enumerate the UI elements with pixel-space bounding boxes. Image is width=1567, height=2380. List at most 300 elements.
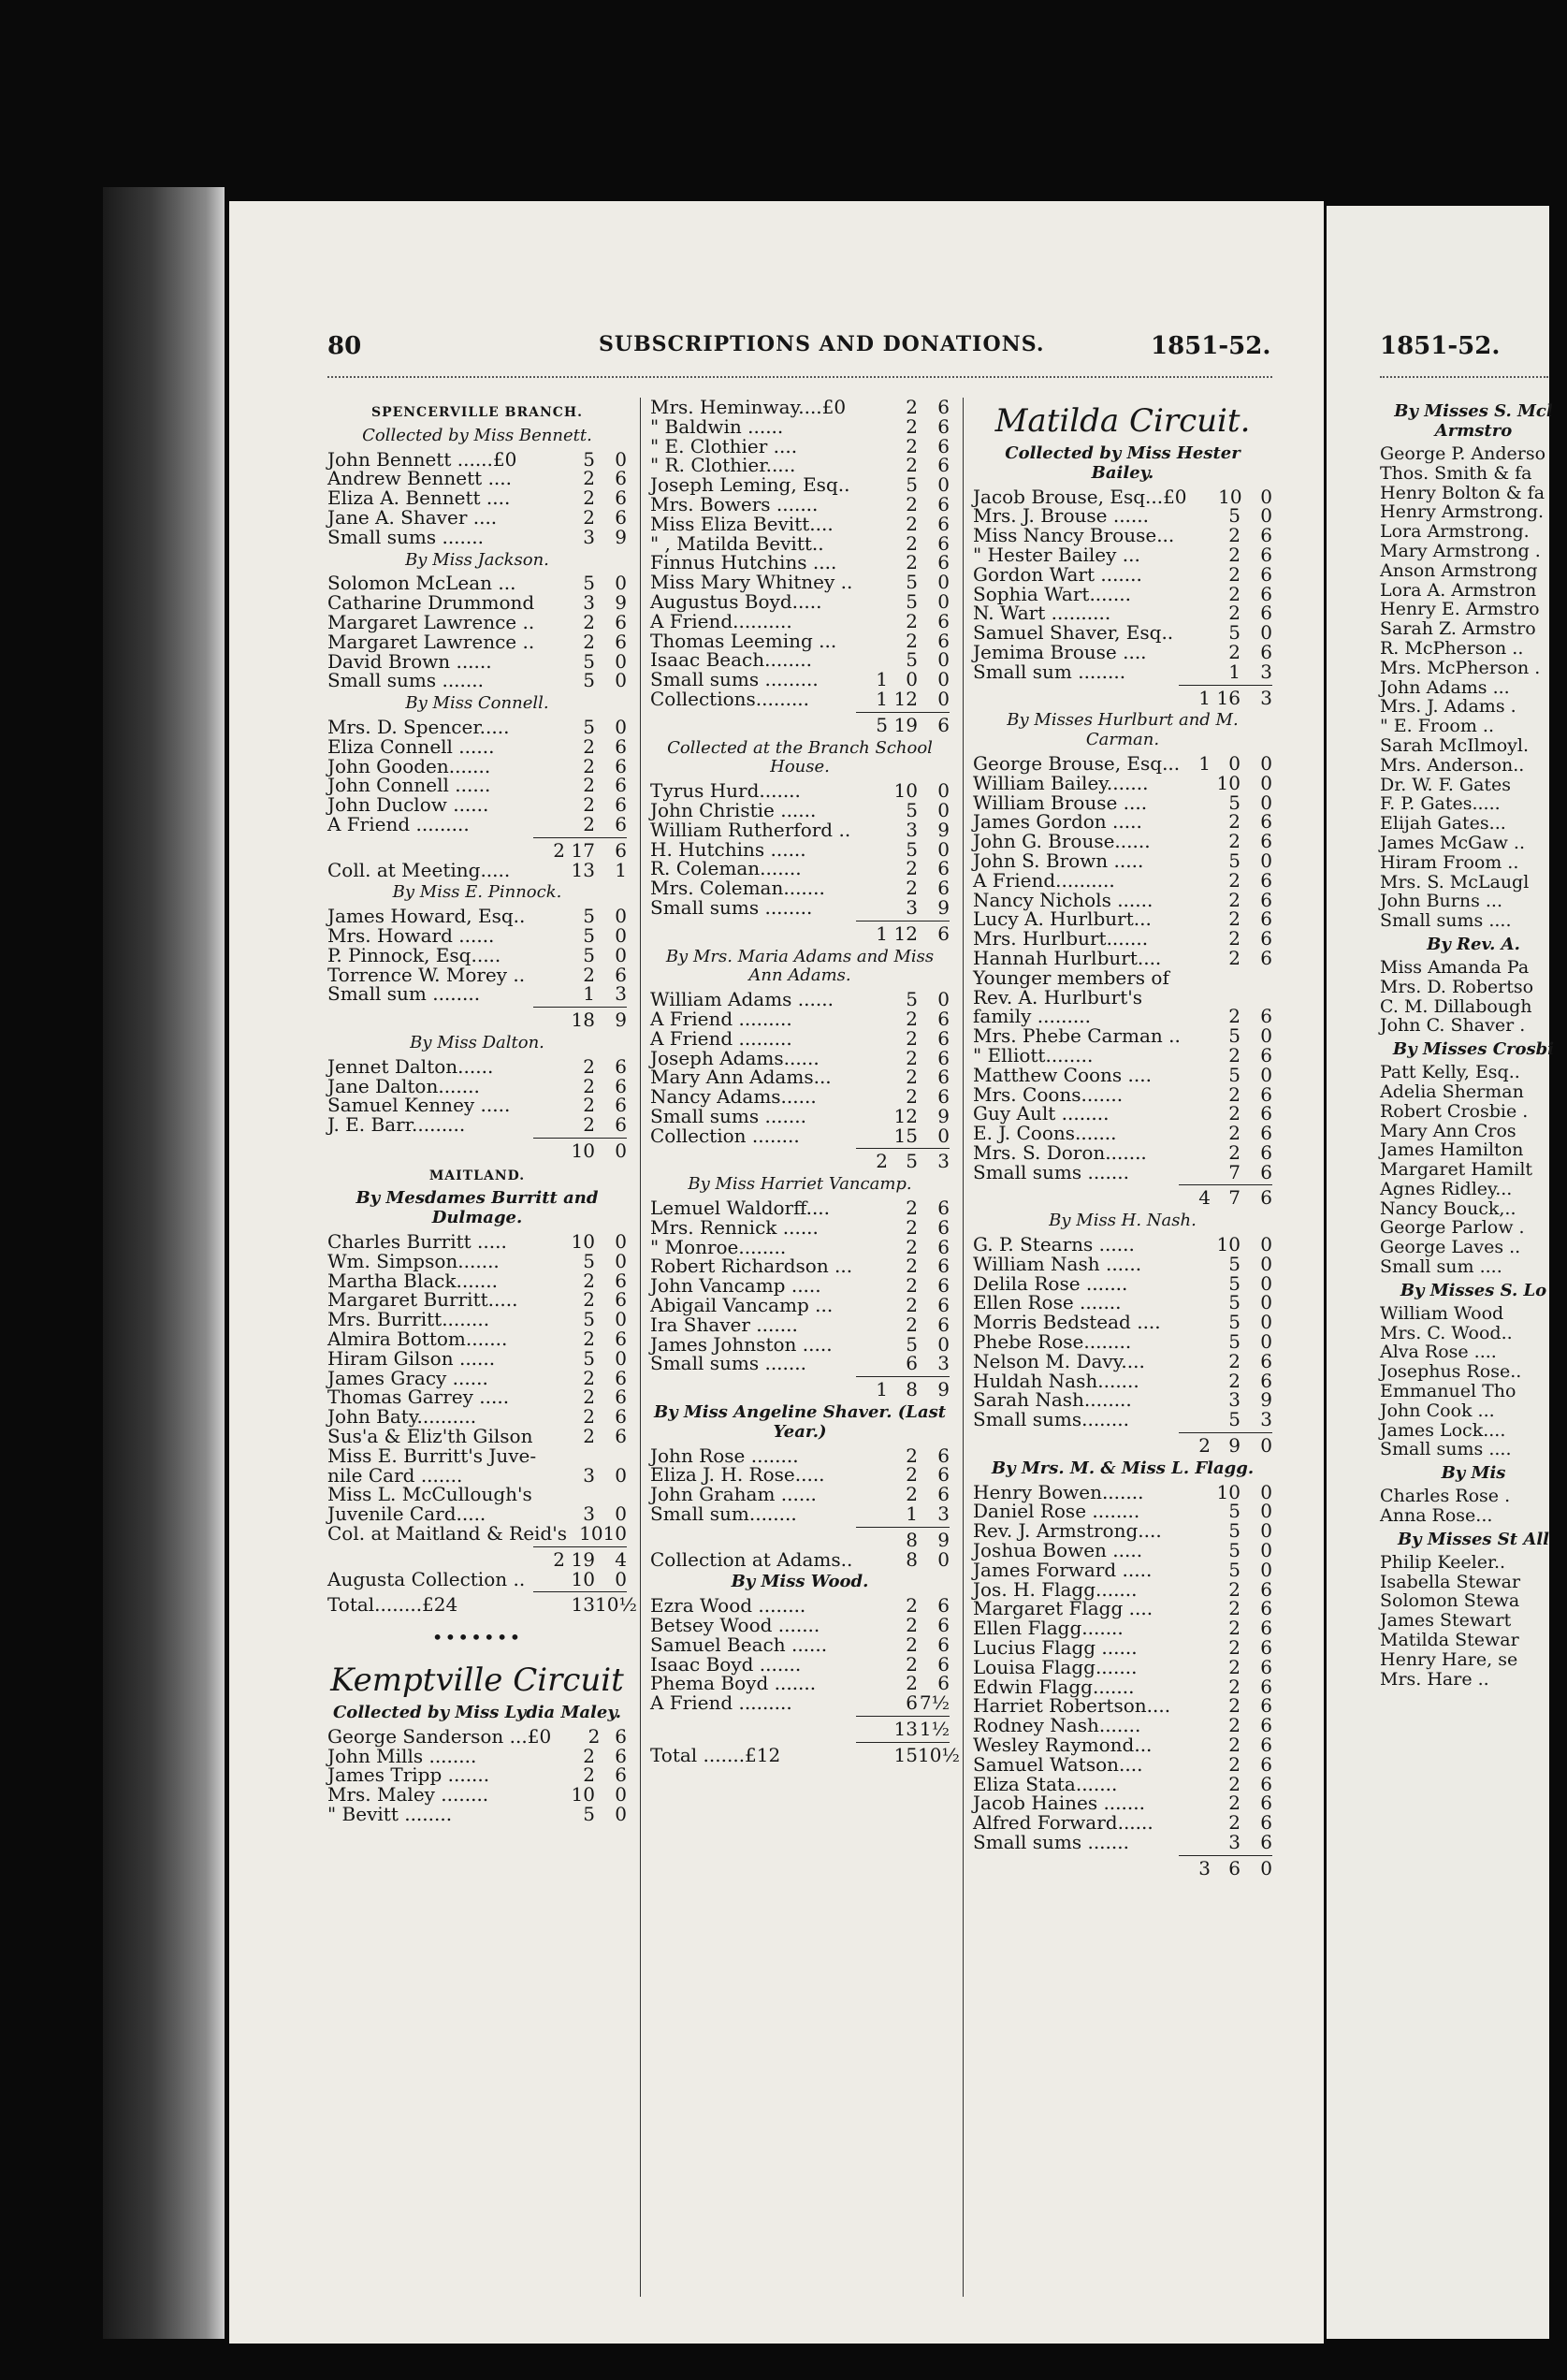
subscriber-name: Nancy Nichols ...... [973,888,1153,911]
amount-pounds [860,781,888,801]
amount-shillings: 2 [906,1007,918,1030]
amount-pounds [537,1446,565,1466]
amount-pence: 9 [937,1104,950,1127]
amount-pounds [860,1674,888,1693]
collector-heading: Collected by Miss Lydia Maley. [332,1703,621,1723]
amount-shillings: 10 [571,1567,595,1590]
amount-shillings: 5 [1228,1330,1241,1354]
subscription-row [650,1235,950,1258]
subscriber-name: Miss E. Burritt's Juve- [327,1444,537,1467]
amount-shillings: 5 [1228,1291,1241,1314]
subscription-row [650,1547,950,1571]
amount-pounds [1183,545,1211,565]
amount-pence: 6 [937,396,950,418]
subscription-row [973,562,1272,586]
subscriber-name: Small sums ....... [650,1104,806,1127]
subscriber-name: John Gooden....... [327,754,491,777]
amount-pence: 0 [1260,485,1272,508]
subscriber-name: Coll. at Meeting..... [327,858,511,881]
amount-pounds [860,859,888,878]
amount-shillings: 5 [906,473,918,497]
amount-pounds [537,1232,565,1252]
subscriber-name: " E. Froom .. [1380,716,1495,737]
amount-pence: 9 [937,1378,950,1401]
subscription-row [650,689,950,709]
subscriber-name: Martha Black....... [327,1269,499,1292]
subscriber-name: Robert Crosbie . [1380,1100,1529,1122]
subscription-row [973,793,1272,813]
subscription-row [327,505,627,529]
subscription-row [650,1528,950,1551]
amount-pence: 6 [1260,1005,1272,1028]
amount-pounds [1183,506,1211,526]
amount-shillings: 2 [583,1288,595,1312]
subscription-row [650,589,950,613]
amount-pounds [860,456,888,475]
amount-shillings: 2 [906,434,918,457]
amount-pounds [860,534,888,554]
column-3 [973,398,1272,1879]
subscriber-name: George P. Anderso [1380,443,1546,464]
subscriber-name: Josephus Rose.. [1380,1361,1522,1383]
amount-pence: 0 [615,669,627,692]
subscriber-name: Mrs. Heminway....£0 [650,396,847,418]
amount-pounds [537,1310,565,1329]
amount-pounds [1183,1755,1211,1775]
collector-heading: Collected by Miss Bennett. [362,425,592,445]
amount-pounds [1183,988,1211,1008]
amount-shillings: 5 [1228,1408,1241,1431]
subscription-row [1380,892,1567,911]
amount-pence: 4 [615,1547,627,1571]
subscription-row [1380,1122,1567,1141]
subscriber-name: Joshua Bowen ..... [973,1539,1143,1562]
amount-pounds [1183,1255,1211,1274]
amount-pounds [1183,1235,1211,1255]
amount-pence: 0 [615,1783,627,1807]
subscription-row [1380,1102,1567,1122]
amount-pence: 6 [1260,810,1272,834]
amount-pounds [537,450,565,470]
amount-shillings: 2 [1228,946,1241,969]
collector-heading: Collected at the Branch School House. [667,737,933,777]
subscriber-name: Total .......£12 [650,1743,781,1766]
subscription-row [327,1115,627,1135]
subscription-row [650,1152,950,1171]
subscriber-name [973,1859,1183,1879]
subscriber-name: Catharine Drummond [327,591,535,615]
subscription-row [973,1104,1272,1124]
amount-pounds [537,1427,565,1446]
amount-pounds [860,840,888,860]
amount-pence: 6 [937,1085,950,1109]
subscriber-name: John Duclow ...... [327,793,489,817]
amount-pence: 6 [1260,1140,1272,1164]
subscriber-name: John Connell ...... [327,774,491,797]
subscription-row [1380,978,1567,997]
subscription-row [973,686,1272,709]
subscription-row [650,924,950,944]
amount-pounds [1183,1085,1211,1105]
amount-shillings: 2 [906,1633,918,1656]
subscription-row [973,1638,1272,1658]
amount-shillings: 5 [583,943,595,966]
amount-pence: 0 [615,923,627,947]
amount-pence: 3 [1260,686,1272,709]
subscription-row [1380,834,1567,853]
collector-heading: By Mrs. Maria Adams and Miss Ann Adams. [665,946,935,986]
subscriber-name: Henry Hare, se [1380,1648,1518,1670]
subscriber-name: Rev. J. Armstrong.... [973,1519,1162,1543]
amount-pence: 3 [937,1352,950,1375]
subscriber-name: Torrence W. Morey .. [327,963,526,986]
subscription-row [327,1054,627,1078]
amount-shillings: 5 [1228,1311,1241,1334]
subscriber-name: Mrs. Rennick ...... [650,1215,819,1239]
subscriber-name: Miss Eliza Bevitt.... [650,512,834,535]
amount-shillings: 3 [1228,1830,1241,1853]
amount-pence: 6 [615,1094,627,1117]
subscriber-name: John G. Brouse...... [973,830,1151,853]
amount-pounds [860,898,888,918]
amount-shillings: 8 [906,1528,918,1551]
subscription-row [327,943,627,966]
amount-pence: 6 [615,754,627,777]
subscriber-name: Mrs. Anderson.. [1380,754,1525,776]
amount-shillings: 10 [571,1139,595,1162]
subscriber-name: Ezra Wood ........ [650,1594,806,1618]
subscription-row [650,1465,950,1485]
amount-pounds: 1 [876,1378,888,1401]
amount-pence: 6 [937,1215,950,1239]
subscription-row [327,1249,627,1272]
amount-pounds [860,1087,888,1107]
subscription-row [650,820,950,840]
subscriber-name: Philip Keeler.. [1380,1551,1506,1573]
amount-pence: 1 [615,858,627,881]
amount-shillings: 2 [583,812,595,835]
subscriber-name: Younger members of [973,965,1169,989]
amount-shillings: 5 [1228,1539,1241,1562]
amount-pounds [537,1466,565,1486]
subscription-row [650,609,950,632]
subscription-row [327,858,627,881]
subscription-row [327,1310,627,1329]
amount-pence: 0 [615,943,627,966]
subscriber-name [327,841,537,861]
subscription-row [1380,1218,1567,1238]
amount-pounds: 1 [876,668,888,691]
amount-pounds [860,592,888,612]
amount-shillings: 10 [1216,1480,1241,1503]
amount-pounds [1183,1638,1211,1658]
subscription-row [1380,1324,1567,1343]
subscriber-name: Thomas Leeming ... [650,629,837,652]
subscription-row [1380,1160,1567,1180]
amount-shillings: 2 [1228,1082,1241,1106]
running-year: 1851-52. [1151,332,1271,360]
amount-shillings: 15 [893,1743,918,1766]
subscriber-name: Sophia Wart....... [973,582,1131,605]
amount-pounds [537,1290,565,1310]
subscriber-name: Small sums ........ [650,895,813,919]
subscriber-name: Agnes Ridley... [1380,1178,1513,1199]
amount-pounds [537,1329,565,1349]
subscriber-name: Small sums ....... [973,1160,1129,1183]
subscriber-name: John Bennett ......£0 [327,447,517,471]
right-header-rule [1380,376,1548,385]
subscription-row [650,781,950,801]
subscription-row [650,1256,950,1276]
subscriber-name: James Forward ..... [973,1558,1153,1581]
amount-shillings: 15 [893,1124,918,1147]
amount-pence: 6 [1260,1675,1272,1698]
subscription-row [1380,1180,1567,1199]
subscription-row [650,895,950,919]
amount-pounds [537,1485,565,1504]
amount-pence: 6 [615,963,627,986]
amount-shillings: 2 [583,754,595,777]
amount-pounds [1183,1813,1211,1833]
subscription-row [650,650,950,670]
amount-shillings: 5 [1228,849,1241,872]
subscription-row [973,1480,1272,1503]
amount-pounds [1183,1274,1211,1294]
amount-pence: 6 [937,1197,950,1220]
subscription-row [327,1387,627,1407]
amount-pence: 6 [1260,1043,1272,1067]
amount-shillings: 2 [1228,602,1241,625]
subscriber-name: Mrs. J. Brouse ...... [973,504,1149,528]
subscriber-name: Samuel Kenney ..... [327,1094,511,1117]
subscription-row [1380,1487,1567,1506]
subscription-row [973,1521,1272,1541]
amount-pence: 6 [615,1113,627,1137]
subscriber-name: Isaac Boyd ....... [650,1652,802,1676]
subscriber-name: Small sums ....... [327,669,484,692]
subscriber-name [650,1531,860,1550]
subscriber-name: William Wood [1380,1302,1504,1324]
subscription-row [650,512,950,535]
subscriber-name: Margaret Hamilt [1380,1159,1533,1181]
amount-pence [1241,988,1272,1008]
subscription-row [327,1547,627,1571]
amount-pounds [860,1107,888,1126]
amount-shillings: 2 [1228,562,1241,586]
amount-pounds [1183,1332,1211,1352]
subscription-row [650,1485,950,1504]
amount-pounds: 1 [876,922,888,945]
amount-shillings: 2 [1228,1734,1241,1756]
amount-shillings: 2 [906,1274,918,1298]
amount-pounds [860,495,888,515]
subscriber-name: Joseph Adams...... [650,1046,820,1069]
subscription-row [327,1074,627,1097]
amount-shillings: 5 [1228,1519,1241,1543]
amount-pence: 10½ [595,1593,637,1617]
subscriber-name: John Graham ...... [650,1483,817,1506]
amount-shillings: 2 [1228,1005,1241,1028]
subscription-row [650,713,950,736]
amount-pence: 0 [1260,1519,1272,1543]
amount-pounds [860,1049,888,1068]
subscriber-name: Miss Amanda Pa [1380,956,1530,978]
amount-shillings: 2 [583,774,595,797]
subscriber-name: James Gracy ...... [327,1366,488,1389]
subscription-row [327,1463,627,1487]
amount-pence: 6 [937,434,950,457]
subscriber-name: Miss Mary Whitney .. [650,571,853,594]
collector-heading: By Miss Jackson. [405,549,549,570]
amount-pounds [860,1465,888,1485]
amount-pence: 3 [615,982,627,1006]
subscription-row [650,631,950,651]
amount-pounds [1183,1352,1211,1371]
subscription-row [973,751,1272,775]
subscriber-name: Jacob Brouse, Esq...£0 [973,485,1187,508]
subscriber-name: Small sums ....... [650,1352,806,1375]
amount-pence: 6 [1260,1792,1272,1815]
subscriber-name: A Friend ......... [650,1007,792,1030]
subscriber-name: George Brouse, Esq... [973,751,1181,775]
subscription-row [1380,484,1567,503]
subscription-row [650,1354,950,1373]
subscriber-name: Small sum ........ [327,982,481,1006]
subscriber-name: Abigail Vancamp ... [650,1294,834,1317]
subscriber-name: James McGaw .. [1380,832,1525,853]
sum-rule [856,1716,950,1717]
subscriber-name: Mary Ann Cros [1380,1120,1516,1141]
subscription-row [650,670,950,689]
header-rule [327,376,1272,385]
subscriber-name [650,716,860,735]
collector-heading: By Miss Angeline Shaver. (Last Year.) [653,1402,947,1442]
amount-pence: 6 [1260,1714,1272,1737]
amount-pence: 6 [1260,868,1272,892]
amount-shillings: 10 [1218,485,1242,508]
amount-pence: 6 [937,877,950,900]
amount-pence: 6 [937,629,950,652]
amount-pence: 6 [1260,1349,1272,1372]
subscriber-name: Collection ........ [650,1124,800,1147]
amount-pounds [537,1765,565,1785]
sum-rule [533,1591,627,1592]
subscriber-name: Small sums ....... [327,525,484,548]
subscriber-name: " R. Clothier..... [650,454,796,477]
amount-shillings: 1 [906,1502,918,1526]
amount-shillings: 13 [571,858,595,881]
subscriber-name: Samuel Watson.... [973,1752,1143,1776]
amount-pence: 3 [1260,660,1272,683]
amount-pence: 0 [615,1249,627,1272]
subscriber-name: John Christie ...... [650,798,817,821]
amount-shillings: 2 [906,414,918,438]
amount-pence: 6 [937,1046,950,1069]
subscriber-name: Wm. Simpson....... [327,1249,500,1272]
amount-shillings: 12 [893,922,918,945]
subscription-row [1380,814,1567,834]
subscription-row [327,812,627,835]
subscription-row [973,888,1272,911]
sum-rule [533,1546,627,1547]
subscription-row [650,573,950,592]
amount-pence: 0 [615,715,627,738]
amount-shillings: 2 [583,1744,595,1767]
amount-pence: 6 [1260,1122,1272,1145]
amount-shillings: 2 [906,857,918,880]
subscriber-name: Betsey Wood ....... [650,1614,820,1637]
amount-pence: 6 [615,1744,627,1767]
amount-shillings: 5 [906,988,918,1011]
amount-pence: 0 [1260,1291,1272,1314]
subscription-row [1380,1382,1567,1401]
subscriber-name: William Adams ...... [650,988,834,1011]
amount-pounds [537,1115,565,1135]
subscriber-name: Finnus Hutchins .... [650,551,837,574]
amount-shillings: 5 [583,669,595,692]
subscription-row [650,837,950,861]
amount-pounds [537,984,565,1004]
amount-shillings: 5 [906,1332,918,1356]
amount-pounds [567,1524,579,1544]
subscriber-name: Morris Bedstead .... [973,1311,1161,1334]
amount-pence: 6 [615,1288,627,1312]
subscription-row [1380,1650,1567,1670]
amount-shillings [565,1446,595,1466]
amount-pence: 10 [602,1522,627,1546]
amount-pounds [1183,1833,1211,1852]
amount-pence: 3 [937,1502,950,1526]
subscriber-name: Miss L. McCullough's [327,1483,532,1506]
amount-pence: 1½ [919,1718,950,1740]
amount-pence: 6 [937,1483,950,1506]
amount-shillings: 1 [583,982,595,1006]
subscription-row [1380,1238,1567,1257]
subscription-row [327,1329,627,1349]
subscription-row [973,1830,1272,1853]
amount-pence: 0 [615,1230,627,1254]
amount-shillings: 2 [588,1724,601,1748]
subscription-row [327,923,627,947]
subscription-row [650,1276,950,1296]
amount-pounds [537,1271,565,1291]
amount-pounds [1183,1696,1211,1716]
amount-pounds [860,820,888,840]
amount-shillings: 2 [1228,1122,1241,1145]
amount-pence: 6 [937,1633,950,1656]
amount-pounds [537,907,565,926]
amount-pence: 9 [937,1528,950,1551]
subscriber-name: Augusta Collection .. [327,1567,526,1590]
amount-pounds [537,926,565,946]
amount-pence: 6 [1260,830,1272,853]
subscription-row [327,907,627,926]
sum-rule [856,1527,950,1528]
subscription-row [1380,1082,1567,1102]
subscriber-name: Anson Armstrong [1380,559,1538,581]
subscription-row [973,909,1272,929]
amount-pence: 6 [615,467,627,490]
subscriber-name: Solomon Stewa [1380,1590,1520,1612]
sum-rule [533,1138,627,1139]
subscription-row [1380,873,1567,892]
subscriber-name: Gordon Wart ....... [973,562,1142,586]
subscriber-name: N. Wart .......... [973,602,1111,625]
amount-pounds [1183,851,1211,871]
amount-pounds [860,1126,888,1146]
amount-pounds [1183,1580,1211,1600]
amount-pence: 0 [1260,1330,1272,1354]
